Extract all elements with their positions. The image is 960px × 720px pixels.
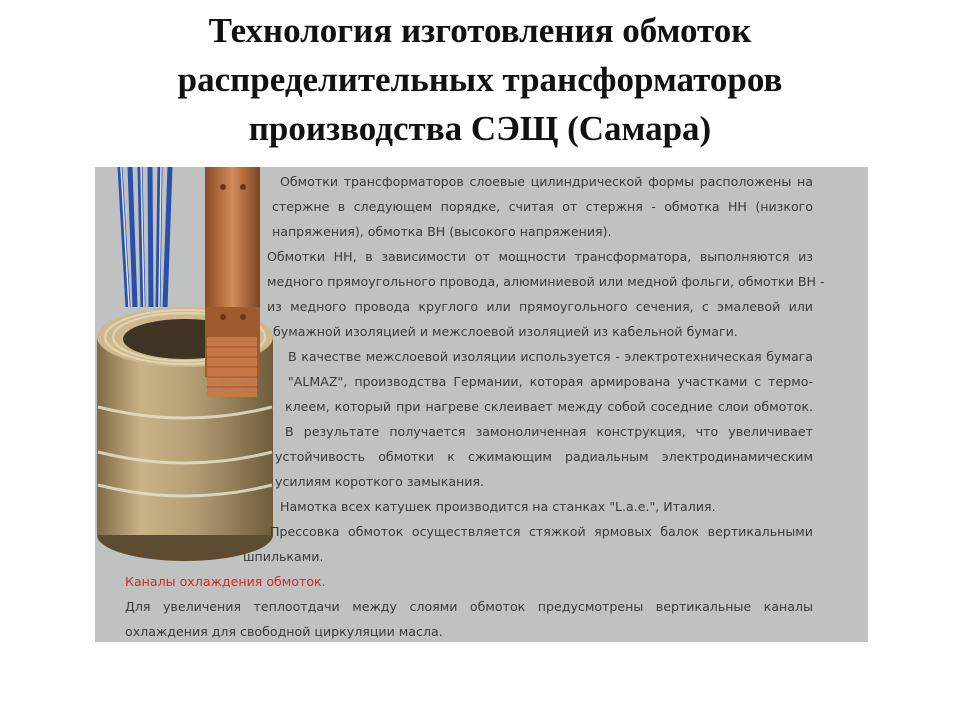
paragraph-line: клеем, который при нагреве склеивает между собой соседние слои обмоток. [285, 399, 813, 414]
paragraph-line: шпильками. [243, 549, 324, 564]
paragraph-line: Обмотки трансформаторов слоевые цилиндрической формы расположены на [280, 174, 813, 189]
paragraph-line: стержне в следующем порядке, считая от стержня - обмотка НН (низкого [272, 199, 813, 214]
slide-title [60, 6, 900, 153]
paragraph-line: напряжения), обмотка ВН (высокого напряжения). [272, 224, 612, 239]
paragraph-line: "ALMAZ", производства Германии, которая армирована участками с термо- [288, 374, 813, 389]
description-text [95, 167, 868, 642]
section-heading-red: Каналы охлаждения обмоток. [125, 574, 326, 589]
paragraph-line: В результате получается замоноличенная конструкция, что увеличивает [285, 424, 813, 439]
paragraph-line: усилиям короткого замыкания. [275, 474, 485, 489]
paragraph-line: охлаждения для свободной циркуляции масла. [125, 624, 443, 639]
title-line-2: распределительных трансформаторов [177, 60, 783, 99]
paragraph-line: Обмотки НН, в зависимости от мощности трансформатора, выполняются из [267, 249, 813, 264]
paragraph-line: устойчивость обмотки к сжимающим радиальным электродинамическим [275, 449, 813, 464]
paragraph-line: медного прямоугольного провода, алюминиевой или медной фольги, обмотки ВН - [267, 274, 825, 289]
paragraph-line: Намотка всех катушек производится на станках "L.a.e.", Италия. [280, 499, 716, 514]
title-line-3: производства СЭЩ (Самара) [248, 109, 712, 148]
paragraph-line: Прессовка обмоток осуществляется стяжкой ярмовых балок вертикальными [270, 524, 813, 539]
paragraph-line: В качестве межслоевой изоляции используется - электротехническая бумага [288, 349, 813, 364]
paragraph-line: бумажной изоляцией и межслоевой изоляцией из кабельной бумаги. [273, 324, 738, 339]
title-line-1: Технология изготовления обмоток [208, 11, 752, 50]
paragraph-line: Для увеличения теплоотдачи между слоями обмоток предусмотрены вертикальные каналы [125, 599, 813, 614]
paragraph-line: из медного провода круглого или прямоугольного сечения, с эмалевой или [267, 299, 813, 314]
content-panel [95, 167, 868, 642]
